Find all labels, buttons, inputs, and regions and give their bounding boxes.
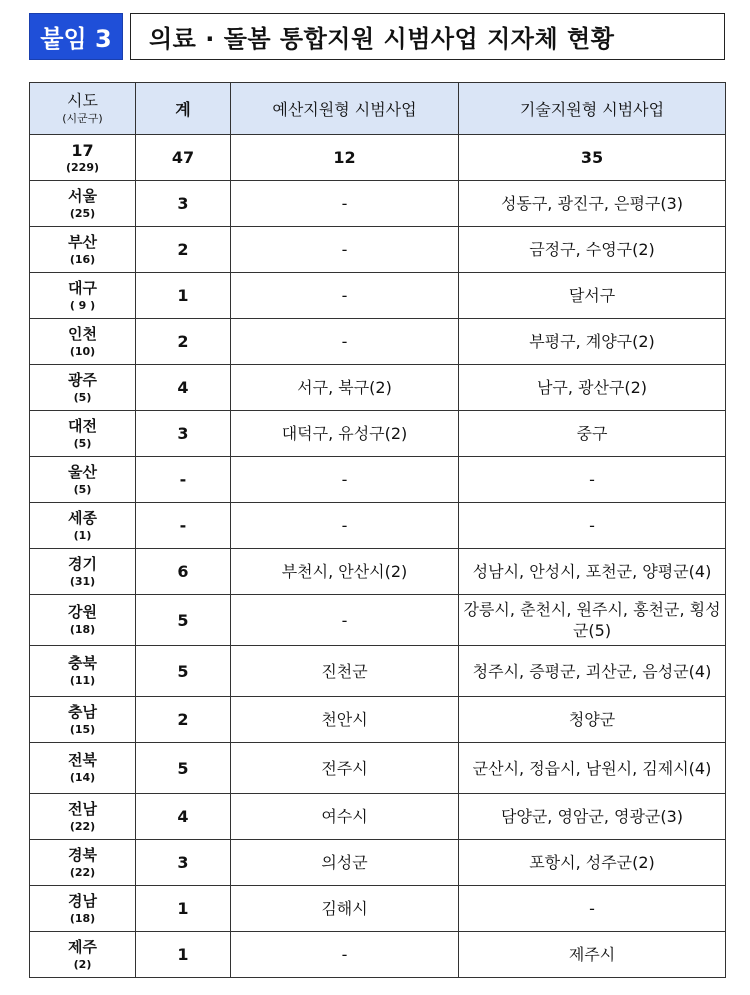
cell-tech: 청양군 <box>459 697 726 743</box>
header-sido <box>30 83 136 135</box>
cell-sido <box>30 697 136 743</box>
cell-budget: 진천군 <box>231 646 459 697</box>
cell-budget: 부천시, 안산시(2) <box>231 549 459 595</box>
table-row <box>30 646 726 697</box>
sido-count: (22) <box>69 819 96 833</box>
page-title: 의료 · 돌봄 통합지원 시범사업 지자체 현황 <box>130 13 725 60</box>
sido-count: (18) <box>69 911 96 925</box>
table-row <box>30 181 726 227</box>
cell-budget: - <box>231 273 459 319</box>
cell-tech: 중구 <box>459 411 726 457</box>
table-row <box>30 457 726 503</box>
cell-total: 2 <box>136 227 231 273</box>
cell-total: 3 <box>136 181 231 227</box>
cell-tech: 성동구, 광진구, 은평구(3) <box>459 181 726 227</box>
appendix-badge: 붙임 3 <box>29 13 123 60</box>
sido-count: (15) <box>69 722 96 736</box>
table-row <box>30 697 726 743</box>
cell-sido <box>30 273 136 319</box>
cell-total: 1 <box>136 932 231 978</box>
sido-count: ( 9 ) <box>69 298 96 312</box>
cell-budget: - <box>231 503 459 549</box>
sido-name: 충남 <box>68 702 97 721</box>
table-row <box>30 743 726 794</box>
table-row <box>30 595 726 646</box>
header-sido-sub: (시군구) <box>62 111 103 125</box>
cell-tech: 부평구, 계양구(2) <box>459 319 726 365</box>
cell-total: 4 <box>136 794 231 840</box>
sido-name: 충북 <box>68 654 97 672</box>
sido-name: 대전 <box>68 416 97 435</box>
cell-budget: - <box>231 595 459 646</box>
cell-total: 4 <box>136 365 231 411</box>
sido-name: 경북 <box>68 845 97 864</box>
cell-budget: 여수시 <box>231 794 459 840</box>
cell-tech: - <box>459 886 726 932</box>
table-body <box>30 135 726 978</box>
table-row <box>30 794 726 840</box>
cell-sido <box>30 457 136 503</box>
cell-total: 47 <box>136 135 231 181</box>
sido-name: 경기 <box>68 554 97 573</box>
sido-name: 대구 <box>68 278 97 297</box>
sido-count: (5) <box>73 436 92 450</box>
cell-tech: 청주시, 증평군, 괴산군, 음성군(4) <box>459 646 726 697</box>
cell-sido <box>30 840 136 886</box>
table-row <box>30 886 726 932</box>
cell-tech: 35 <box>459 135 726 181</box>
cell-sido <box>30 549 136 595</box>
cell-tech: 제주시 <box>459 932 726 978</box>
cell-sido <box>30 411 136 457</box>
title-bar <box>29 13 725 60</box>
cell-tech: 금정구, 수영구(2) <box>459 227 726 273</box>
status-table <box>29 82 726 978</box>
cell-budget: 천안시 <box>231 697 459 743</box>
cell-tech: - <box>459 503 726 549</box>
cell-sido <box>30 646 136 697</box>
cell-tech: 군산시, 정읍시, 남원시, 김제시(4) <box>459 743 726 794</box>
header-total: 계 <box>136 83 231 135</box>
header-budget: 예산지원형 시범사업 <box>231 83 459 135</box>
sido-name: 경남 <box>68 891 97 910</box>
sido-name: 서울 <box>68 186 97 205</box>
table-row <box>30 549 726 595</box>
cell-budget: - <box>231 181 459 227</box>
cell-total: 5 <box>136 595 231 646</box>
table-row <box>30 365 726 411</box>
table-row <box>30 273 726 319</box>
cell-total: - <box>136 503 231 549</box>
cell-total: 5 <box>136 743 231 794</box>
table-row <box>30 135 726 181</box>
cell-tech: 성남시, 안성시, 포천군, 양평군(4) <box>459 549 726 595</box>
cell-total: - <box>136 457 231 503</box>
table-row <box>30 932 726 978</box>
sido-name: 전북 <box>68 751 97 769</box>
cell-sido <box>30 794 136 840</box>
cell-sido <box>30 135 136 181</box>
sido-count: (1) <box>73 528 92 542</box>
cell-sido <box>30 743 136 794</box>
cell-sido <box>30 595 136 646</box>
cell-sido <box>30 227 136 273</box>
cell-tech: - <box>459 457 726 503</box>
header-tech: 기술지원형 시범사업 <box>459 83 726 135</box>
sido-count: (10) <box>69 344 96 358</box>
sido-count: (31) <box>69 574 96 588</box>
cell-sido <box>30 319 136 365</box>
cell-budget: - <box>231 227 459 273</box>
sido-name: 광주 <box>68 370 97 389</box>
sido-count: (16) <box>69 252 96 266</box>
cell-tech: 강릉시, 춘천시, 원주시, 홍천군, 횡성군(5) <box>459 595 726 646</box>
cell-budget: - <box>231 319 459 365</box>
cell-tech: 달서구 <box>459 273 726 319</box>
cell-sido <box>30 365 136 411</box>
cell-budget: 전주시 <box>231 743 459 794</box>
cell-budget: 12 <box>231 135 459 181</box>
cell-budget: 의성군 <box>231 840 459 886</box>
table-row <box>30 319 726 365</box>
sido-count: (14) <box>69 771 96 784</box>
cell-budget: - <box>231 932 459 978</box>
sido-name: 부산 <box>68 232 97 251</box>
sido-count: (2) <box>73 957 92 971</box>
cell-total: 3 <box>136 840 231 886</box>
sido-name: 강원 <box>68 603 97 621</box>
header-sido-label: 시도 <box>67 90 98 110</box>
cell-sido <box>30 932 136 978</box>
cell-tech: 담양군, 영암군, 영광군(3) <box>459 794 726 840</box>
sido-name: 제주 <box>68 937 97 956</box>
cell-budget: 김해시 <box>231 886 459 932</box>
cell-total: 2 <box>136 697 231 743</box>
cell-tech: 포항시, 성주군(2) <box>459 840 726 886</box>
sido-count: (229) <box>65 160 100 174</box>
cell-budget: 서구, 북구(2) <box>231 365 459 411</box>
table-row <box>30 503 726 549</box>
table-row <box>30 227 726 273</box>
sido-count: (11) <box>69 674 96 687</box>
cell-sido <box>30 886 136 932</box>
cell-total: 3 <box>136 411 231 457</box>
sido-name: 세종 <box>68 508 97 527</box>
sido-name: 17 <box>71 140 94 160</box>
sido-count: (18) <box>69 623 96 636</box>
sido-count: (25) <box>69 206 96 220</box>
sido-name: 전남 <box>68 799 97 818</box>
cell-total: 5 <box>136 646 231 697</box>
table-row <box>30 840 726 886</box>
table-header-row <box>30 83 726 135</box>
cell-total: 1 <box>136 886 231 932</box>
sido-count: (22) <box>69 865 96 879</box>
sido-name: 인천 <box>68 324 97 343</box>
cell-sido <box>30 181 136 227</box>
cell-tech: 남구, 광산구(2) <box>459 365 726 411</box>
cell-budget: 대덕구, 유성구(2) <box>231 411 459 457</box>
cell-sido <box>30 503 136 549</box>
cell-total: 2 <box>136 319 231 365</box>
sido-count: (5) <box>73 482 92 496</box>
cell-total: 6 <box>136 549 231 595</box>
cell-total: 1 <box>136 273 231 319</box>
cell-budget: - <box>231 457 459 503</box>
sido-count: (5) <box>73 390 92 404</box>
sido-name: 울산 <box>68 462 97 481</box>
table-row <box>30 411 726 457</box>
